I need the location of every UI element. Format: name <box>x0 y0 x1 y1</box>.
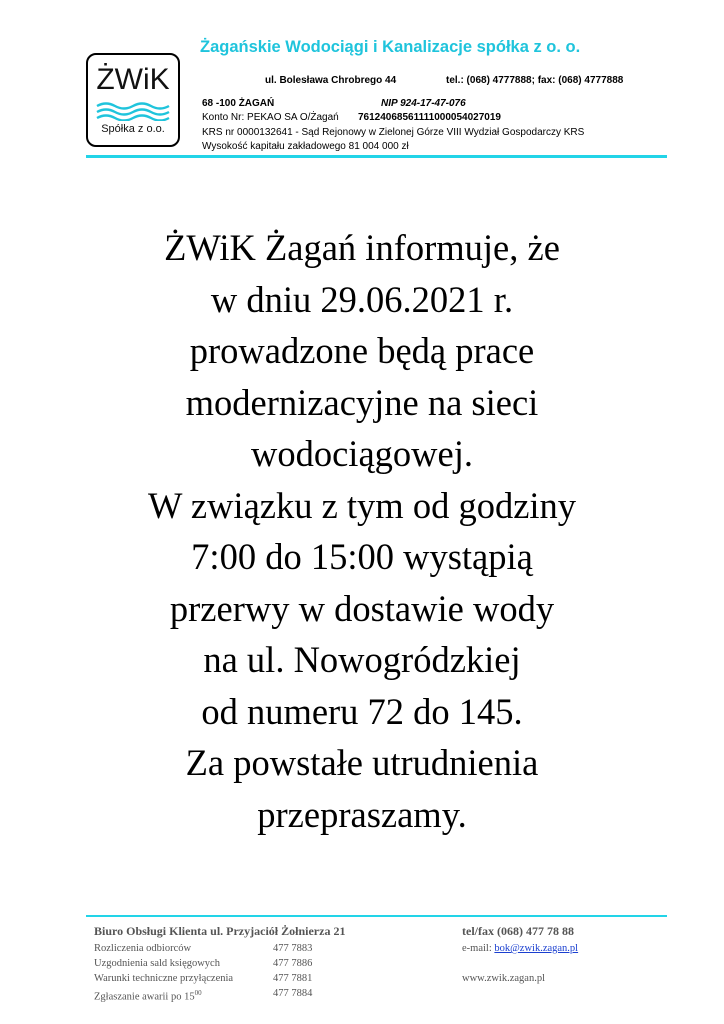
share-capital: Wysokość kapitału zakładowego 81 004 000 zł <box>202 141 409 152</box>
footer-row-number: 477 7883 <box>273 943 313 954</box>
water-waves-icon <box>95 101 173 121</box>
footer-divider <box>86 915 667 917</box>
account-label: Konto Nr: PEKAO SA O/Żagań <box>202 112 339 123</box>
email-link[interactable]: bok@zwik.zagan.pl <box>494 943 579 954</box>
email-label: e-mail: <box>462 943 495 954</box>
footer-telfax: tel/fax (068) 477 78 88 <box>462 924 574 938</box>
header-divider <box>86 155 667 158</box>
footer-row-label-sup: 00 <box>194 989 202 997</box>
footer-row-label <box>94 987 202 1004</box>
company-city: 68 -100 ŻAGAŃ <box>202 98 275 109</box>
footer-row-label: Warunki techniczne przyłączenia <box>94 973 234 984</box>
notice-line: przerwy w dostawie wody <box>169 587 555 629</box>
footer-office: Biuro Obsługi Klienta ul. Przyjaciół Żołnierza 21 <box>94 924 346 938</box>
company-logo <box>86 53 180 147</box>
notice-line: W związku z tym od godziny <box>147 484 577 526</box>
footer-website: www.zwik.zagan.pl <box>462 973 546 984</box>
footer-row-label: Uzgodnienia sald księgowych <box>94 958 220 969</box>
notice-line: prowadzone będą prace <box>189 330 535 371</box>
krs-info: KRS nr 0000132641 - Sąd Rejonowy w Zielonej Górze VIII Wydział Gospodarczy KRS <box>202 127 585 138</box>
footer-row-number: 477 7881 <box>273 973 313 984</box>
footer-row-label-text: Zgłaszanie awarii po 15 <box>94 991 195 1003</box>
notice-line: Za powstałe utrudnienia <box>185 742 539 783</box>
notice-line: na ul. Nowogródzkiej <box>203 639 521 680</box>
logo-brand: ŻWiK <box>96 63 170 96</box>
company-address: ul. Bolesława Chrobrego 44 <box>265 75 397 86</box>
notice-line: modernizacyjne na sieci <box>185 381 539 423</box>
notice-line: w dniu 29.06.2021 r. <box>210 278 514 320</box>
notice-body <box>0 222 724 840</box>
footer-row-number: 477 7884 <box>273 988 313 999</box>
notice-line: 7:00 do 15:00 wystąpią <box>191 536 533 577</box>
notice-line: od numeru 72 do 145. <box>201 690 523 732</box>
footer-row-number: 477 7886 <box>273 958 313 969</box>
notice-line: ŻWiK Żagań informuje, że <box>164 227 560 268</box>
account-number: 76124068561111000054027019 <box>358 112 501 123</box>
footer-email <box>462 942 578 955</box>
notice-line: wodociągowej. <box>251 433 473 474</box>
company-phone-fax: tel.: (068) 4777888; fax: (068) 4777888 <box>446 75 624 86</box>
company-nip: NIP 924-17-47-076 <box>381 98 466 109</box>
logo-subtitle: Spółka z o.o. <box>101 123 165 135</box>
company-name: Żagańskie Wodociągi i Kanalizacje spółka z o. o. <box>200 38 581 56</box>
footer-row-label: Rozliczenia odbiorców <box>94 943 192 954</box>
notice-line: przepraszamy. <box>257 793 467 835</box>
